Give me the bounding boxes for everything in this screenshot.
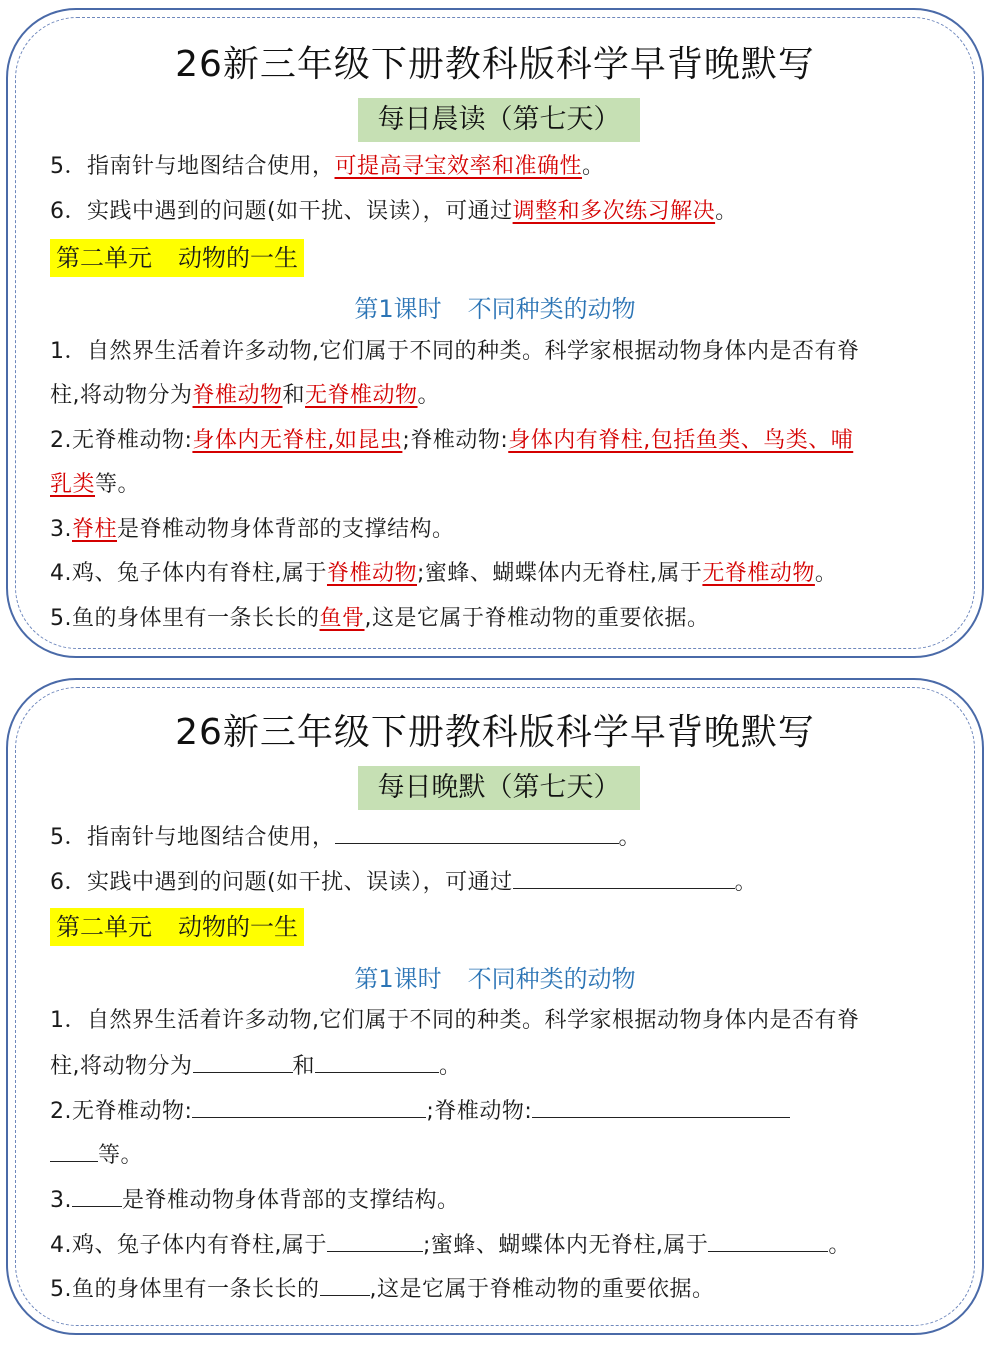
point-4: 4.鸡、兔子体内有脊柱,属于 ;蜜蜂、蝴蝶体内无脊柱,属于 。 [50, 1228, 851, 1262]
evening-dictation-card [6, 678, 984, 1335]
answer: 无脊椎动物 [305, 383, 418, 408]
card-title: 26新三年级下册教科版科学早背晚默写 [175, 44, 815, 85]
lesson-heading: 第1课时 不同种类的动物 [354, 295, 636, 323]
answer: 鱼骨 [319, 606, 365, 631]
point-1-line-2: 柱,将动物分为 和 。 [50, 1049, 462, 1083]
point-4: 4.鸡、兔子体内有脊柱,属于脊椎动物;蜜蜂、蝴蝶体内无脊柱,属于无脊椎动物。 [50, 561, 838, 586]
answer-blank[interactable] [513, 865, 735, 889]
unit-heading: 第二单元 动物的一生 [50, 908, 304, 946]
card-title: 26新三年级下册教科版科学早背晚默写 [175, 712, 815, 753]
answer: 可提高寻宝效率和准确性 [334, 154, 583, 179]
point-3: 3. 是脊椎动物身体背部的支撑结构。 [50, 1183, 460, 1217]
answer: 脊椎动物 [192, 383, 283, 408]
answer: 调整和多次练习解决 [512, 199, 716, 224]
point-2-line-2: 等。 [50, 1138, 143, 1172]
card-subtitle: 每日晨读（第七天） [358, 98, 640, 142]
question-6: 6．实践中遇到的问题(如干扰、误读），可通过调整和多次练习解决。 [50, 199, 738, 224]
answer-blank[interactable] [50, 1138, 98, 1162]
point-1-line-1: 1．自然界生活着许多动物,它们属于不同的种类。科学家根据动物身体内是否有脊 [50, 339, 860, 364]
answer-blank[interactable] [327, 1228, 423, 1252]
answer-blank[interactable] [532, 1094, 790, 1118]
answer-blank[interactable] [72, 1183, 122, 1207]
answer-blank[interactable] [192, 1094, 426, 1118]
answer-blank[interactable] [708, 1228, 828, 1252]
unit-heading: 第二单元 动物的一生 [50, 239, 304, 277]
answer: 乳类 [50, 472, 96, 497]
point-2-line-1: 2.无脊椎动物:身体内无脊柱,如昆虫;脊椎动物:身体内有脊柱,包括鱼类、鸟类、哺 [50, 428, 854, 453]
point-2-line-2: 乳类等。 [50, 472, 141, 497]
card-subtitle: 每日晚默（第七天） [358, 766, 640, 810]
point-5: 5.鱼的身体里有一条长长的鱼骨,这是它属于脊椎动物的重要依据。 [50, 606, 710, 631]
question-5: 5．指南针与地图结合使用， 。 [50, 820, 641, 854]
point-3: 3.脊柱是脊椎动物身体背部的支撑结构。 [50, 517, 455, 542]
answer: 脊椎动物 [326, 561, 417, 586]
answer: 身体内有脊柱,包括鱼类、鸟类、哺 [508, 428, 854, 453]
answer: 身体内无脊柱,如昆虫 [192, 428, 403, 453]
lesson-heading: 第1课时 不同种类的动物 [354, 965, 636, 993]
answer-blank[interactable] [193, 1049, 293, 1073]
point-2-line-1: 2.无脊椎动物: ;脊椎动物: [50, 1094, 790, 1128]
answer-blank[interactable] [320, 1272, 370, 1296]
morning-reading-card [6, 8, 984, 658]
answer-blank[interactable] [335, 820, 619, 844]
point-5: 5.鱼的身体里有一条长长的 ,这是它属于脊椎动物的重要依据。 [50, 1272, 715, 1306]
answer: 脊柱 [72, 517, 118, 542]
answer-blank[interactable] [315, 1049, 439, 1073]
question-6: 6．实践中遇到的问题(如干扰、误读），可通过 。 [50, 865, 757, 899]
point-1-line-2: 柱,将动物分为脊椎动物和无脊椎动物。 [50, 383, 441, 408]
answer: 无脊椎动物 [702, 561, 815, 586]
question-5: 5．指南针与地图结合使用，可提高寻宝效率和准确性。 [50, 154, 605, 179]
point-1-line-1: 1．自然界生活着许多动物,它们属于不同的种类。科学家根据动物身体内是否有脊 [50, 1008, 860, 1033]
